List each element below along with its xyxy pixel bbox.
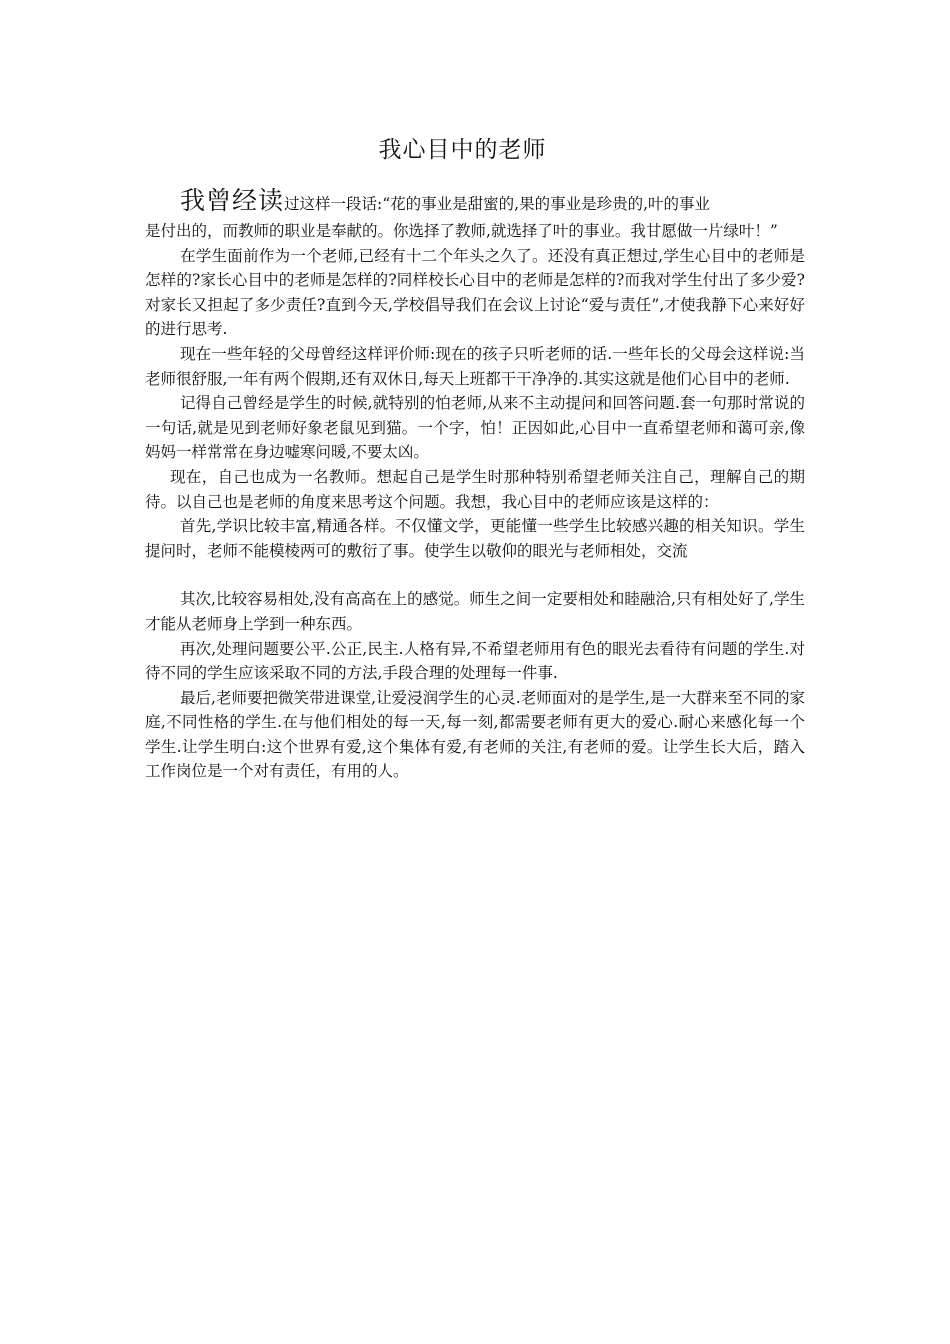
page-title: 我心目中的老师 [378,137,547,163]
paragraph-1-lead: 我曾经读 [180,186,285,215]
paragraph-8: 再次,处理问题要公平.公正,民主.人格有异,不希望老师用有色的眼光去看待有问题的学生.对待不同的学生应该采取不同的方法,手段合理的处理每一件事. [145,639,805,683]
paragraph-3: 现在一些年轻的父母曾经这样评价师:现在的孩子只听老师的话.一些年长的父母会这样说:当老师很舒服,一年有两个假期,还有双休日,每天上班都干干净净的.其实这就是他们心目中的老师. [145,344,805,388]
paragraph-1 [145,184,805,221]
paragraph-7: 其次,比较容易相处,没有高高在上的感觉。师生之间一定要相处和睦融洽,只有相处好了,学生才能从老师身上学到一种东西。 [145,590,805,633]
paragraph-gap [145,563,805,587]
paragraph-4: 记得自己曾经是学生的时候,就特别的怕老师,从来不主动提问和回答问题.套一句那时常说的一句话,就是见到老师好象老鼠见到猫。一个字，怕！正因如此,心目中一直希望老师和蔼可亲,像妈妈一样常常在身边嘘寒问暖,不要太凶。 [145,394,805,462]
paragraph-9: 最后,老师要把微笑带进课堂,让爱浸润学生的心灵.老师面对的是学生,是一大群来至不同的家庭,不同性格的学生.在与他们相处的每一天,每一刻,都需要老师有更大的爱心.耐心来感化每一个学生.让学生明白:这个世界有爱,这个集体有爱,有老师的关注,有老师的爱。让学生长大后，踏入工作岗位是一个对有责任，有用的人。 [145,688,805,781]
paragraph-5: 现在，自己也成为一名教师。想起自己是学生时那种特别希望老师关注自己，理解自己的期待。以自己也是老师的角度来思考这个问题。我想，我心目中的老师应该是这样的： [145,467,805,511]
document-body [145,184,805,784]
paragraph-1-lead-rest: 过这样一段话:“花的事业是甜蜜的,果的事业是珍贵的,叶的事业 [284,195,711,213]
paragraph-6: 首先,学识比较丰富,精通各样。不仅懂文学，更能懂一些学生比较感兴趣的相关知识。学生提问时，老师不能模棱两可的敷衍了事。使学生以敬仰的眼光与老师相处，交流 [145,517,805,560]
paragraph-1-continued: 是付出的，而教师的职业是奉献的。你选择了教师,就选择了叶的事业。我甘愿做一片绿叶！” [145,222,778,240]
paragraph-2: 在学生面前作为一个老师,已经有十二个年头之久了。还没有真正想过,学生心目中的老师是怎样的?家长心目中的老师是怎样的?同样校长心目中的老师是怎样的?而我对学生付出了多少爱?对家长又担起了多少责任?直到今天,学校倡导我们在会议上讨论“爱与责任”,才使我静下心来好好的进行思考. [145,246,805,339]
